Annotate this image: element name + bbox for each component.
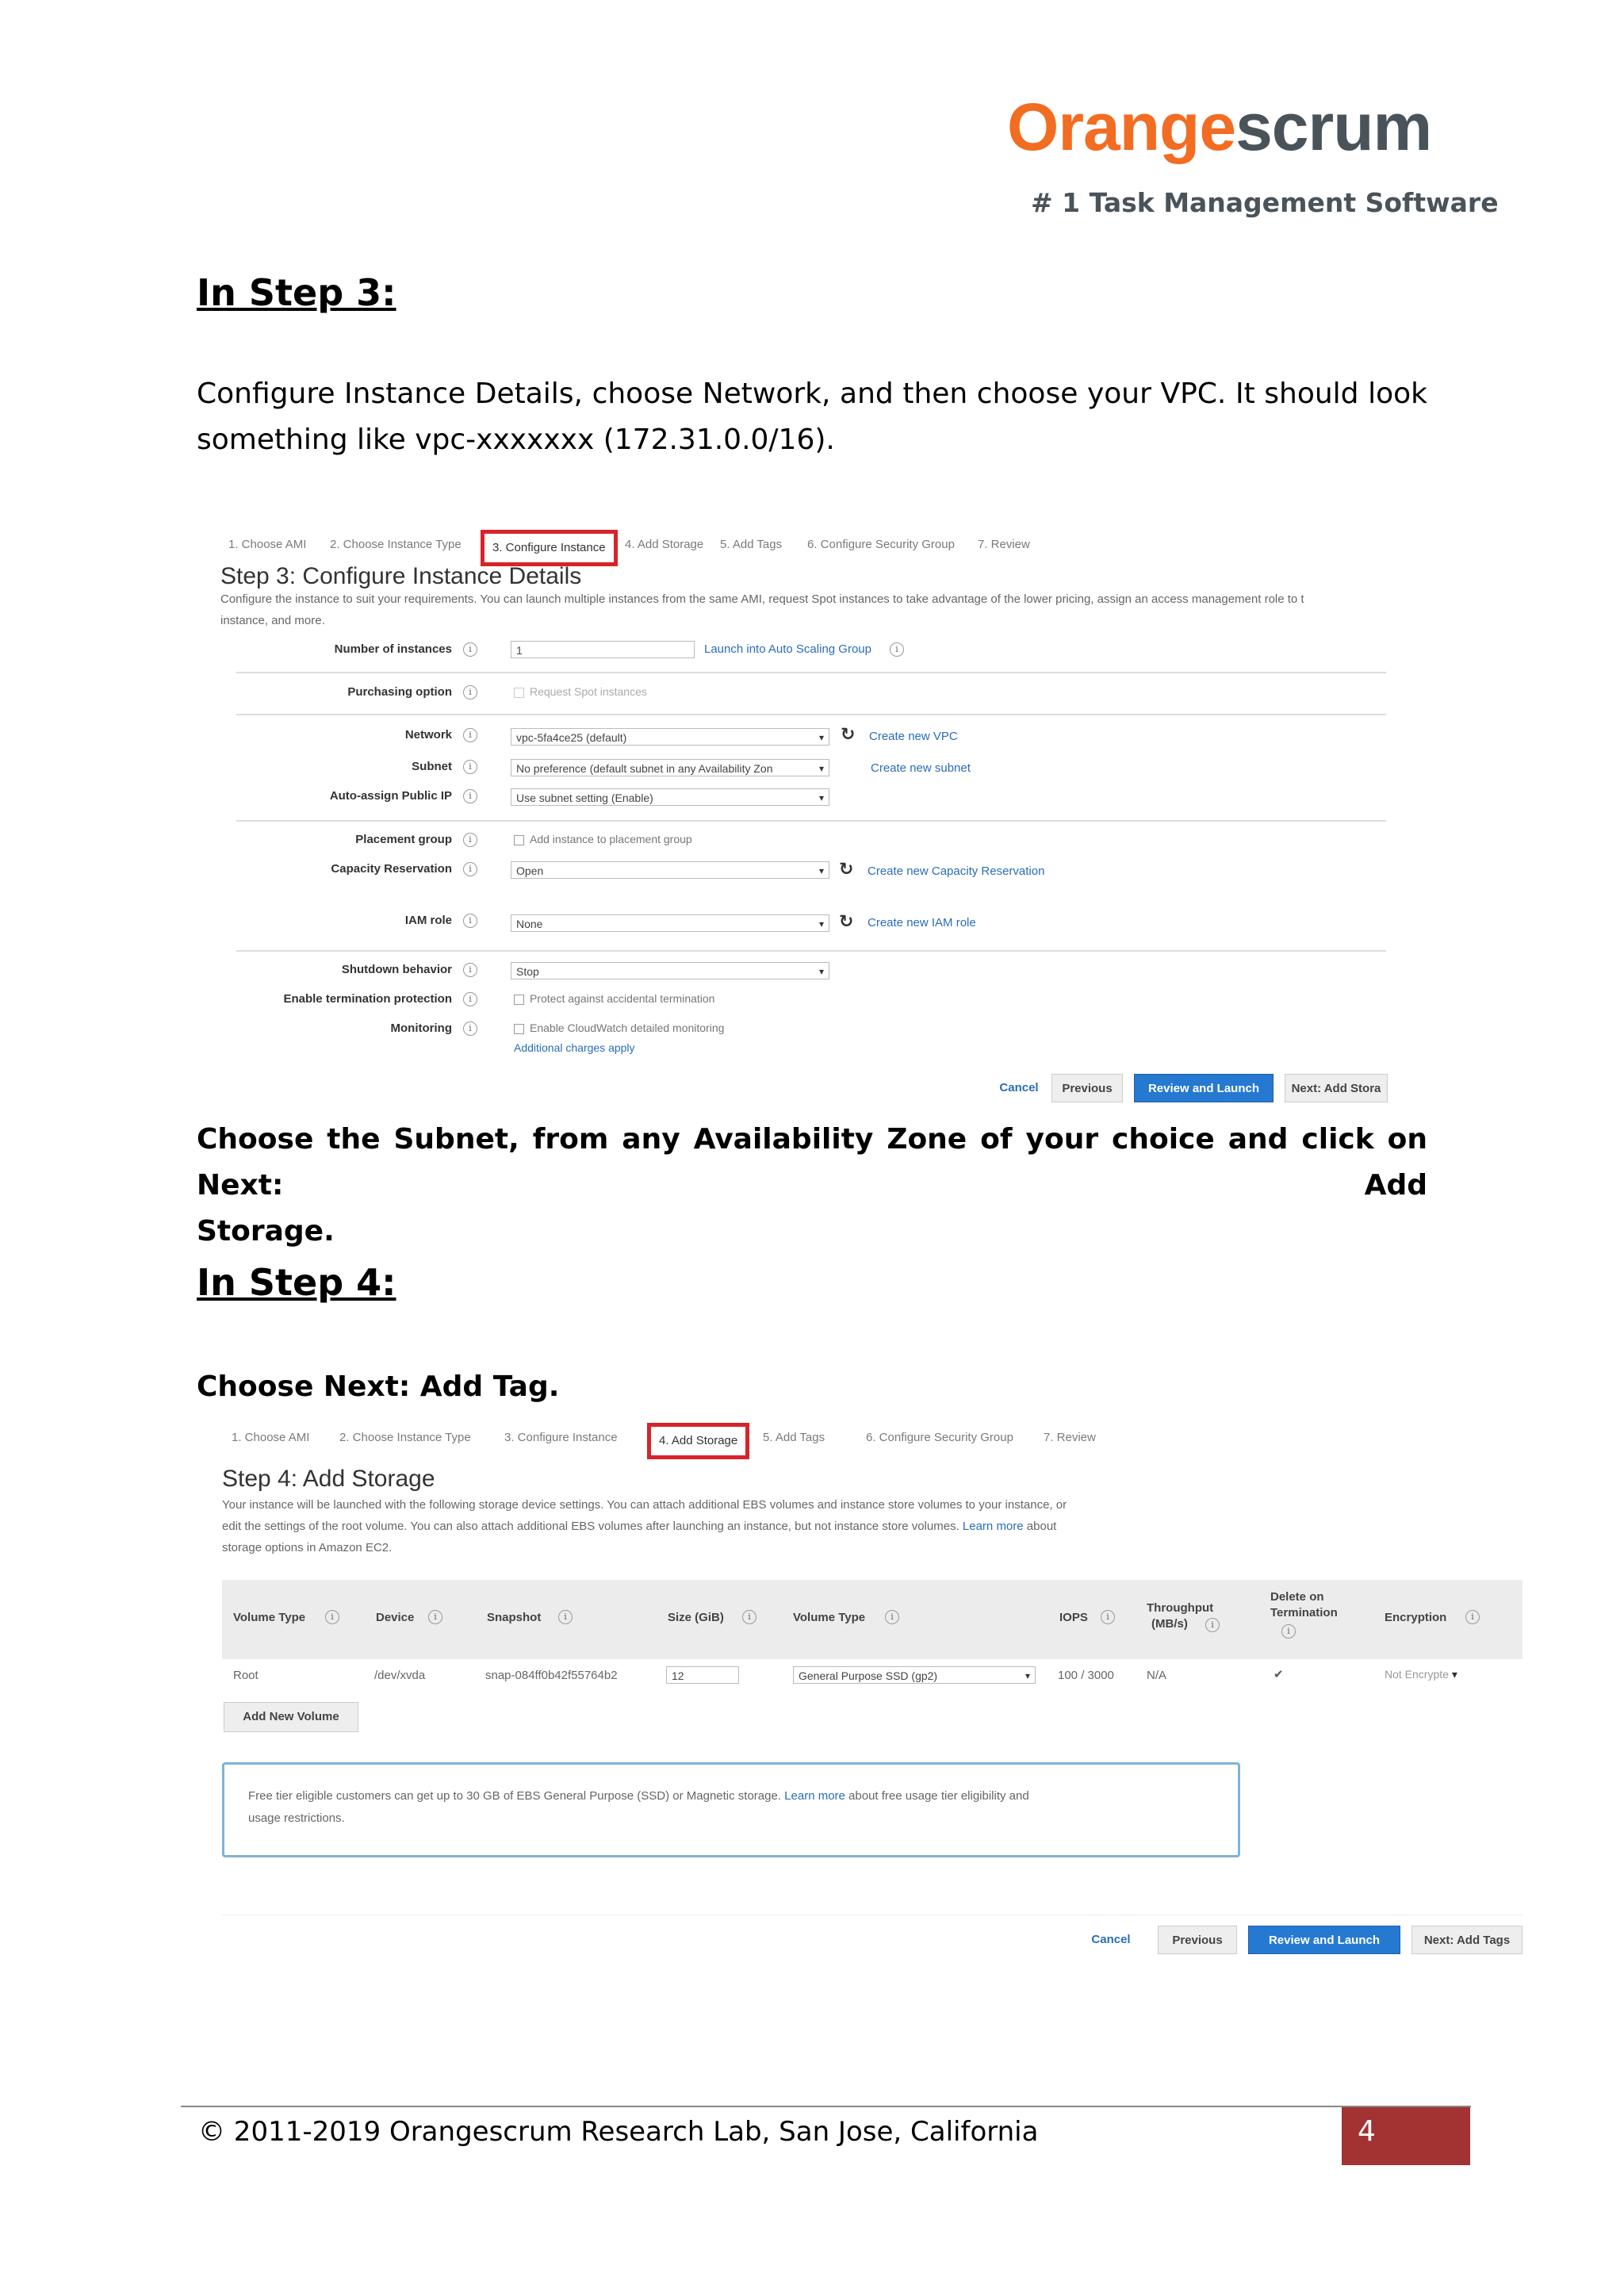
info-icon[interactable]: i — [463, 963, 477, 977]
public-ip-select[interactable]: Use subnet setting (Enable) ▾ — [511, 788, 829, 806]
step3-heading: In Step 3: — [197, 271, 396, 314]
num-instances-input[interactable]: 1 — [511, 641, 695, 658]
page-number: 4 — [1358, 2115, 1376, 2148]
tab-configure-instance[interactable]: 3. Configure Instance — [504, 1431, 618, 1444]
next-add-storage-button[interactable]: Next: Add Stora — [1285, 1074, 1388, 1102]
refresh-icon[interactable]: ↻ — [839, 912, 854, 932]
tab-choose-instance-type[interactable]: 2. Choose Instance Type — [330, 538, 462, 551]
iam-role-select[interactable]: None ▾ — [511, 914, 829, 932]
col-termination: Termination — [1270, 1606, 1338, 1619]
review-and-launch-button[interactable]: Review and Launch — [1248, 1926, 1400, 1954]
free-tier-note-line2: usage restrictions. — [248, 1811, 345, 1825]
create-iam-role-link[interactable]: Create new IAM role — [868, 916, 976, 930]
info-icon[interactable]: i — [463, 685, 477, 700]
col-snapshot: Snapshot — [487, 1611, 542, 1624]
info-icon[interactable]: i — [463, 642, 477, 657]
col-throughput-unit: (MB/s) — [1151, 1617, 1188, 1631]
col-iops: IOPS — [1059, 1611, 1088, 1624]
iam-role-label: IAM role — [404, 914, 452, 927]
step3-after-paragraph — [197, 1117, 1427, 1255]
divider — [236, 672, 1386, 673]
step4-desc-line1: Your instance will be launched with the following storage device settings. You can attach additional EBS volumes and instance store volumes to your instance, or — [222, 1498, 1067, 1512]
col-volume-type-2: Volume Type — [793, 1611, 866, 1624]
logo-o: O — [1007, 90, 1059, 164]
footer-rule — [181, 2106, 1471, 2107]
cell-volume-type: Root — [233, 1669, 259, 1682]
step4-desc-line2-text: edit the settings of the root volume. You can also attach additional EBS volumes after launching an instance, but not instance store volumes. — [222, 1520, 963, 1533]
info-icon[interactable]: i — [1465, 1610, 1480, 1624]
logo-scrum: scrum — [1235, 90, 1432, 164]
col-delete-on: Delete on — [1270, 1590, 1324, 1604]
step3-after-line2: Storage. — [197, 1215, 335, 1248]
tab-add-tags[interactable]: 5. Add Tags — [763, 1431, 825, 1444]
cell-device: /dev/xvda — [374, 1669, 426, 1682]
step4-screenshot — [216, 1415, 1522, 1970]
tab-configure-instance[interactable]: 3. Configure Instance — [481, 530, 618, 566]
logo-wordmark — [1007, 90, 1432, 164]
refresh-icon[interactable]: ↻ — [839, 860, 854, 880]
caret-down-icon: ▾ — [1451, 1668, 1457, 1681]
free-tier-text-tail: about free usage tier eligibility and — [845, 1789, 1029, 1803]
spot-instances-checkbox[interactable] — [514, 688, 524, 698]
info-icon[interactable]: i — [1101, 1610, 1115, 1624]
subnet-select[interactable]: No preference (default subnet in any Availability Zon ▾ — [511, 759, 829, 776]
footer-copyright: © 2011-2019 Orangescrum Research Lab, San Jose, California — [198, 2116, 1039, 2148]
volume-type-select[interactable]: General Purpose SSD (gp2) ▾ — [793, 1666, 1036, 1684]
step3-para-line2: something like vpc-xxxxxxx (172.31.0.0/16). — [197, 424, 835, 456]
spot-instances-text: Request Spot instances — [530, 685, 647, 698]
autoscaling-link[interactable]: Launch into Auto Scaling Group — [704, 642, 871, 656]
tab-choose-instance-type[interactable]: 2. Choose Instance Type — [339, 1431, 471, 1444]
step4-ui-title: Step 4: Add Storage — [222, 1466, 435, 1492]
step4-desc-line2 — [222, 1516, 1253, 1537]
step3-ui-description — [220, 588, 1394, 631]
step4-desc-line2-tail: about — [1023, 1520, 1057, 1533]
monitoring-checkbox[interactable] — [514, 1024, 524, 1034]
tab-add-tags[interactable]: 5. Add Tags — [720, 538, 783, 551]
purchasing-option-label: Purchasing option — [347, 685, 452, 699]
shutdown-behavior-select[interactable]: Stop ▾ — [511, 962, 829, 979]
info-icon[interactable]: i — [463, 862, 477, 876]
create-capacity-reservation-link[interactable]: Create new Capacity Reservation — [868, 864, 1045, 878]
divider — [236, 714, 1386, 715]
cell-snapshot: snap-084ff0b42f55764b2 — [485, 1669, 618, 1682]
col-encryption: Encryption — [1385, 1611, 1447, 1624]
info-icon[interactable]: i — [558, 1610, 573, 1624]
info-icon[interactable]: i — [325, 1610, 339, 1624]
tab-add-storage[interactable]: 4. Add Storage — [625, 538, 704, 551]
step3-para-line1: Configure Instance Details, choose Network, and then choose your VPC. It should look — [197, 378, 1427, 410]
termination-protection-checkbox[interactable] — [514, 995, 524, 1005]
placement-group-label: Placement group — [355, 833, 452, 846]
tab-choose-ami[interactable]: 1. Choose AMI — [228, 538, 307, 551]
step3-desc-line1: Configure the instance to suit your requirements. You can launch multiple instances from the same AMI, request Spot instances to take advantage of the lower pricing, assign an access management role to t — [220, 592, 1304, 606]
logo-range: range — [1058, 90, 1236, 164]
cancel-button[interactable]: Cancel — [999, 1081, 1039, 1094]
create-vpc-link[interactable]: Create new VPC — [869, 730, 958, 743]
col-volume-type: Volume Type — [233, 1611, 306, 1624]
create-subnet-link[interactable]: Create new subnet — [871, 761, 971, 775]
step3-tab-bar — [228, 531, 1180, 563]
delete-on-termination-checkbox[interactable]: ✔ — [1274, 1668, 1284, 1681]
cell-iops: 100 / 3000 — [1058, 1669, 1114, 1682]
placement-group-checkbox[interactable] — [514, 835, 524, 845]
review-and-launch-button[interactable]: Review and Launch — [1134, 1074, 1274, 1102]
add-new-volume-button[interactable]: Add New Volume — [224, 1702, 358, 1732]
tab-review[interactable]: 7. Review — [978, 538, 1030, 551]
step3-after-line1: Choose the Subnet, from any Availability Zone of your choice and click on Next: Add — [197, 1123, 1427, 1202]
step3-screenshot — [214, 516, 1396, 1110]
cancel-button[interactable]: Cancel — [1091, 1933, 1131, 1946]
divider — [236, 950, 1386, 952]
num-instances-label: Number of instances — [334, 642, 452, 656]
subnet-label: Subnet — [412, 760, 452, 773]
orangescrum-logo — [1007, 90, 1499, 228]
network-label: Network — [404, 728, 452, 742]
free-tier-text: Free tier eligible customers can get up to 30 GB of EBS General Purpose (SSD) or Magnetic storage. — [248, 1789, 785, 1803]
tab-configure-security-group[interactable]: 6. Configure Security Group — [807, 538, 955, 551]
info-icon[interactable]: i — [463, 833, 477, 847]
capacity-reservation-select[interactable]: Open ▾ — [511, 861, 829, 879]
capacity-reservation-label: Capacity Reservation — [331, 862, 452, 876]
info-icon[interactable]: i — [463, 760, 477, 774]
cell-throughput: N/A — [1147, 1669, 1167, 1682]
tab-choose-ami[interactable]: 1. Choose AMI — [232, 1431, 310, 1444]
tab-review[interactable]: 7. Review — [1044, 1431, 1096, 1444]
encryption-value: Not Encrypte — [1385, 1668, 1449, 1681]
monitoring-label: Monitoring — [390, 1022, 452, 1035]
step4-ui-description — [222, 1494, 1253, 1558]
additional-charges-link[interactable]: Additional charges apply — [514, 1041, 635, 1054]
info-icon[interactable]: i — [1281, 1624, 1296, 1639]
step4-tab-bar — [232, 1421, 1342, 1453]
info-icon[interactable]: i — [463, 1022, 477, 1036]
info-icon[interactable]: i — [1205, 1618, 1220, 1632]
info-icon[interactable]: i — [890, 642, 904, 657]
free-tier-learn-more-link[interactable]: Learn more — [784, 1789, 845, 1803]
step3-desc-line2: instance, and more. — [220, 614, 325, 627]
free-tier-note — [222, 1762, 1240, 1857]
next-add-tags-button[interactable]: Next: Add Tags — [1411, 1926, 1522, 1954]
shutdown-behavior-label: Shutdown behavior — [341, 963, 452, 976]
page-number-box — [1342, 2107, 1470, 2165]
termination-protection-label: Enable termination protection — [283, 992, 452, 1006]
network-select[interactable]: vpc-5fa4ce25 (default) ▾ — [511, 728, 829, 746]
step4-desc-line3: storage options in Amazon EC2. — [222, 1541, 393, 1554]
info-icon[interactable]: i — [463, 789, 477, 803]
info-icon[interactable]: i — [463, 914, 477, 928]
public-ip-label: Auto-assign Public IP — [329, 789, 452, 803]
info-icon[interactable]: i — [463, 728, 477, 742]
size-input[interactable]: 12 — [666, 1666, 739, 1684]
refresh-icon[interactable]: ↻ — [841, 725, 856, 745]
info-icon[interactable]: i — [742, 1610, 756, 1624]
free-tier-note-line1 — [248, 1785, 1214, 1807]
placement-group-text: Add instance to placement group — [530, 833, 692, 845]
info-icon[interactable]: i — [428, 1610, 442, 1624]
step4-heading: In Step 4: — [197, 1261, 396, 1304]
tab-configure-security-group[interactable]: 6. Configure Security Group — [866, 1431, 1013, 1444]
previous-button[interactable]: Previous — [1051, 1074, 1123, 1102]
tab-add-storage[interactable]: 4. Add Storage — [647, 1423, 749, 1459]
monitoring-text: Enable CloudWatch detailed monitoring — [530, 1022, 725, 1034]
encryption-select[interactable] — [1380, 1665, 1499, 1683]
col-throughput: Throughput — [1147, 1601, 1214, 1615]
logo-tagline: # 1 Task Management Software — [1031, 187, 1499, 218]
col-device: Device — [376, 1611, 415, 1624]
step3-ui-title: Step 3: Configure Instance Details — [220, 563, 582, 589]
step3-paragraph — [197, 371, 1427, 463]
previous-button[interactable]: Previous — [1158, 1926, 1237, 1954]
learn-more-link[interactable]: Learn more — [962, 1520, 1024, 1533]
termination-protection-text: Protect against accidental termination — [530, 992, 715, 1005]
step4-instruction: Choose Next: Add Tag. — [197, 1370, 560, 1403]
divider — [236, 820, 1386, 822]
info-icon[interactable]: i — [885, 1610, 899, 1624]
info-icon[interactable]: i — [463, 992, 477, 1006]
col-size: Size (GiB) — [668, 1611, 724, 1624]
